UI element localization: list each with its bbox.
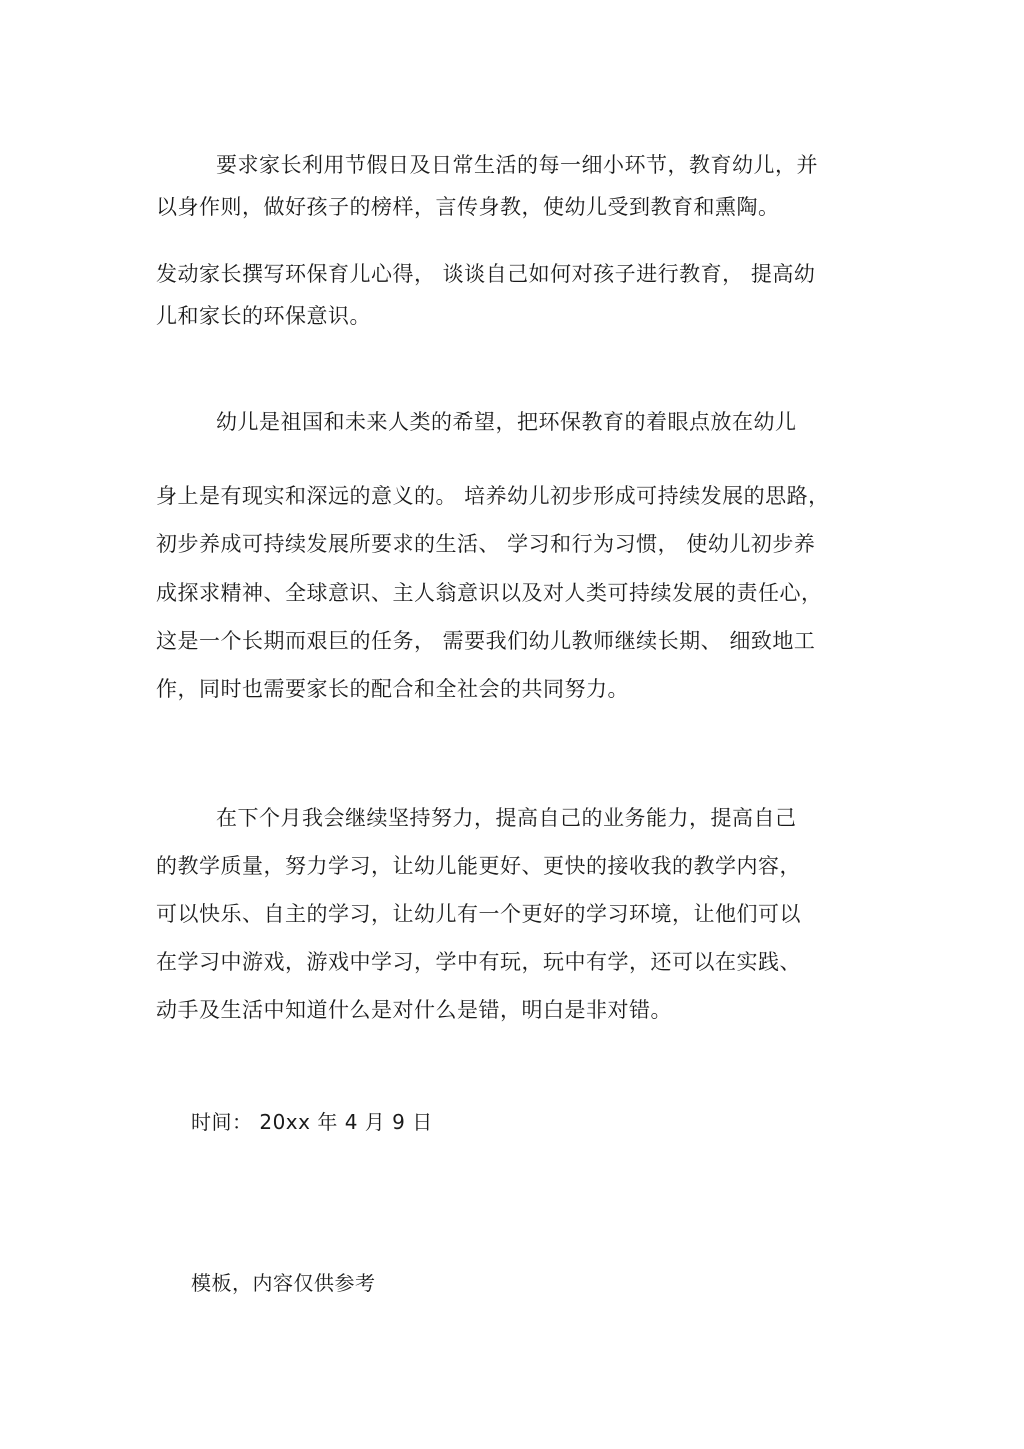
paragraph-3-line-6: 作，同时也需要家长的配合和全社会的共同努力。 bbox=[156, 677, 629, 701]
date-line: 时间： 20xx 年 4 月 9 日 bbox=[191, 1110, 433, 1134]
paragraph-1-line-1: 要求家长利用节假日及日常生活的每一细小环节，教育幼儿，并 bbox=[216, 153, 818, 177]
paragraph-2-line-1: 发动家长撰写环保育儿心得， 谈谈自己如何对孩子进行教育， 提高幼 bbox=[156, 262, 816, 286]
paragraph-4-line-3: 可以快乐、自主的学习，让幼儿有一个更好的学习环境，让他们可以 bbox=[156, 902, 801, 926]
footer-note: 模板，内容仅供参考 bbox=[191, 1271, 376, 1295]
paragraph-1-line-2: 以身作则，做好孩子的榜样，言传身教，使幼儿受到教育和熏陶。 bbox=[156, 195, 780, 219]
paragraph-4-line-2: 的教学质量，努力学习，让幼儿能更好、更快的接收我的教学内容， bbox=[156, 854, 801, 878]
paragraph-3-line-5: 这是一个长期而艰巨的任务， 需要我们幼儿教师继续长期、 细致地工 bbox=[156, 629, 816, 653]
paragraph-4-line-4: 在学习中游戏，游戏中学习，学中有玩，玩中有学，还可以在实践、 bbox=[156, 950, 801, 974]
paragraph-3-line-1: 幼儿是祖国和未来人类的希望，把环保教育的着眼点放在幼儿 bbox=[216, 410, 797, 434]
paragraph-3-line-4: 成探求精神、全球意识、主人翁意识以及对人类可持续发展的责任心， bbox=[156, 581, 823, 605]
paragraph-3-line-2: 身上是有现实和深远的意义的。 培养幼儿初步形成可持续发展的思路， bbox=[156, 484, 830, 508]
paragraph-3-line-3: 初步养成可持续发展所要求的生活、 学习和行为习惯， 使幼儿初步养 bbox=[156, 532, 816, 556]
paragraph-4-line-1: 在下个月我会继续坚持努力，提高自己的业务能力，提高自己 bbox=[216, 806, 797, 830]
paragraph-4-line-5: 动手及生活中知道什么是对什么是错，明白是非对错。 bbox=[156, 998, 672, 1022]
paragraph-2-line-2: 儿和家长的环保意识。 bbox=[156, 304, 371, 328]
